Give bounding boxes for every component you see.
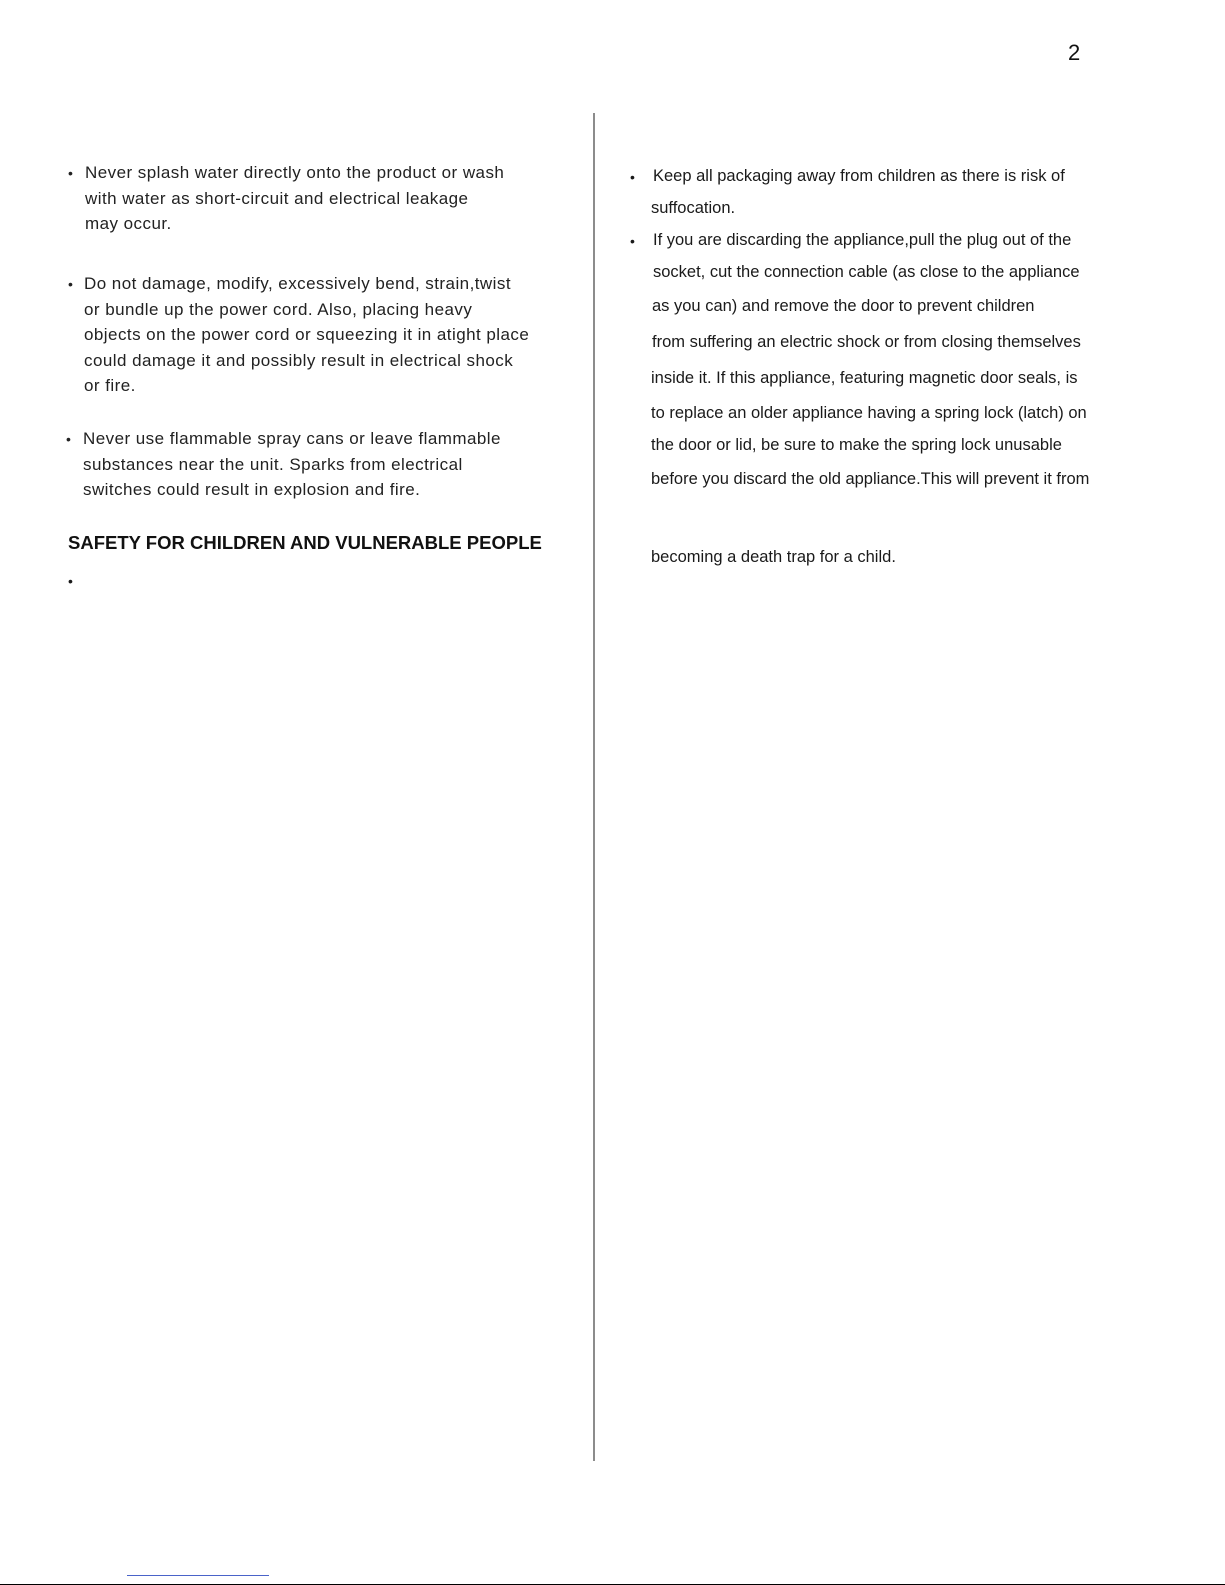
bullet-dot: • — [68, 573, 73, 589]
text-line: from suffering an electric shock or from closing themselves — [652, 333, 1081, 351]
page-number: 2 — [1068, 40, 1081, 65]
bullet-line: Never splash water directly onto the product or wash — [85, 163, 505, 182]
text-line: If you are discarding the appliance,pull the plug out of the — [653, 231, 1072, 249]
bullet-line: Do not damage, modify, excessively bend, strain,twist — [84, 274, 511, 293]
footer-rule — [127, 1575, 269, 1576]
bullet-line: objects on the power cord or squeezing it in atight place — [84, 325, 530, 344]
bullet-line: switches could result in explosion and fire. — [83, 480, 421, 499]
bullet-line: Never use flammable spray cans or leave flammable — [83, 429, 501, 448]
bullet-line: could damage it and possibly result in electrical shock — [84, 350, 514, 370]
bullet-line: or fire. — [84, 376, 136, 395]
bullet-line: or bundle up the power cord. Also, placing heavy — [84, 299, 473, 319]
text-line: inside it. If this appliance, featuring magnetic door seals, is — [651, 369, 1078, 387]
bullet-dot: • — [630, 233, 635, 249]
text-line: as you can) and remove the door to prevent children — [652, 297, 1035, 315]
text-line: becoming a death trap for a child. — [651, 548, 896, 566]
section-title: SAFETY FOR CHILDREN AND VULNERABLE PEOPLE — [68, 532, 542, 553]
text-line: Keep all packaging away from children as there is risk of — [653, 167, 1065, 185]
bullet-line: substances near the unit. Sparks from electrical — [83, 454, 463, 474]
bullet-line: may occur. — [85, 214, 172, 233]
bullet-dot: • — [630, 169, 635, 185]
bullet-dot: • — [68, 276, 74, 292]
bullet-dot: • — [68, 165, 74, 181]
text-line: suffocation. — [651, 199, 736, 217]
column-divider — [593, 113, 595, 1461]
text-line: before you discard the old appliance.This will prevent it from — [651, 470, 1090, 488]
text-line: the door or lid, be sure to make the spring lock unusable — [651, 436, 1062, 454]
text-line: to replace an older appliance having a spring lock (latch) on — [651, 404, 1087, 422]
bullet-line: with water as short-circuit and electrical leakage — [85, 188, 469, 208]
bullet-dot: • — [66, 431, 72, 447]
text-line: socket, cut the connection cable (as close to the appliance — [653, 263, 1080, 281]
